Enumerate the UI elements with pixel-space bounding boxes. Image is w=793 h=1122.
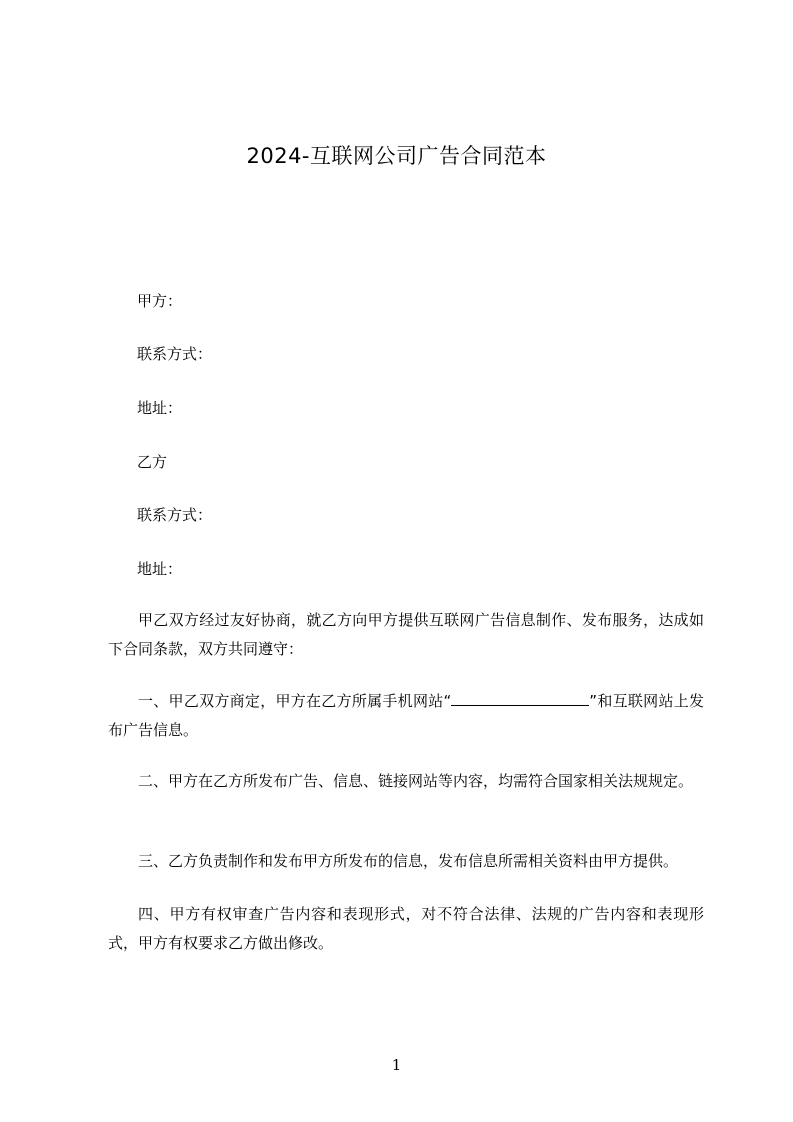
party-a-address-label: 地址： bbox=[137, 399, 183, 417]
intro-paragraph: 甲乙双方经过友好协商，就乙方向甲方提供互联网广告信息制作、发布服务，达成如下合同条款，双方共同遵守： bbox=[108, 611, 704, 658]
website-name-blank bbox=[451, 691, 589, 706]
document-title: 2024-互联网公司广告合同范本 bbox=[246, 144, 547, 168]
clause-1 bbox=[108, 687, 704, 745]
party-b-contact-label: 联系方式： bbox=[137, 506, 213, 524]
clause-1-text-before: 一、甲乙双方商定，甲方在乙方所属手机网站“ bbox=[138, 692, 452, 710]
page-number: 1 bbox=[391, 1056, 402, 1074]
clause-3: 三、乙方负责制作和发布甲方所发布的信息，发布信息所需相关资料由甲方提供。 bbox=[138, 852, 679, 870]
party-b-label: 乙方 bbox=[137, 453, 168, 471]
party-a-label: 甲方： bbox=[137, 292, 183, 310]
party-b-address-label: 地址： bbox=[137, 560, 183, 578]
clause-1-text-after: ”和互联网站上发布广告信息。 bbox=[108, 692, 704, 739]
party-a-contact-label: 联系方式： bbox=[137, 345, 213, 363]
clause-2: 二、甲方在乙方所发布广告、信息、链接网站等内容，均需符合国家相关法规规定。 bbox=[138, 772, 694, 790]
clause-4: 四、甲方有权审查广告内容和表现形式，对不符合法律、法规的广告内容和表现形式，甲方有权要求乙方做出修改。 bbox=[108, 905, 704, 952]
